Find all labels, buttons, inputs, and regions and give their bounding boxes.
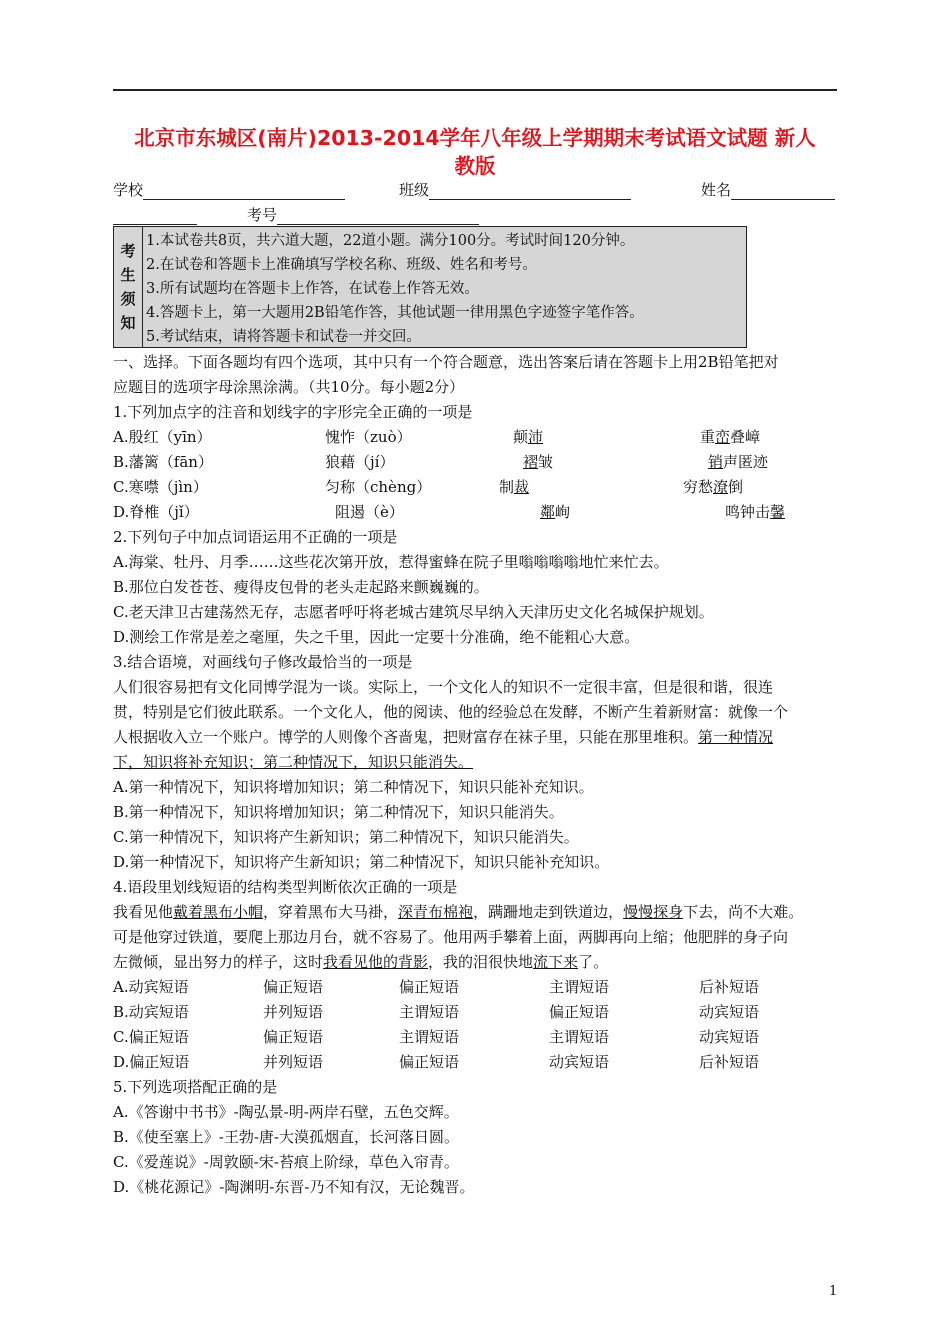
q3-option: C.第一种情况下，知识将产生新知识；第二种情况下，知识只能消失。 [113, 828, 579, 846]
q3-option: B.第一种情况下，知识将增加知识；第二种情况下，知识只能消失。 [113, 803, 564, 821]
q4-passage-line: 我看见他戴着黑布小帽，穿着黑布大马褂，深青布棉袍，蹒跚地走到铁道边，慢慢探身下去，尚不大难。 [113, 903, 804, 921]
candidate-notice-box [113, 226, 747, 348]
question-5-stem: 5.下列选项搭配正确的是 [113, 1078, 278, 1096]
q4-option-row: A.动宾短语 偏正短语 偏正短语 主谓短语 后补短语 [113, 978, 760, 996]
q2-option: A.海棠、牡丹、月季……这些花次第开放，惹得蜜蜂在院子里嗡嗡嗡嗡地忙来忙去。 [113, 553, 669, 571]
q5-option: A.《答谢中书书》-陶弘景-明-两岸石壁，五色交辉。 [113, 1103, 459, 1121]
q4-option-row: B.动宾短语 并列短语 主谓短语 偏正短语 动宾短语 [113, 1003, 760, 1021]
question-2-stem: 2.下列句子中加点词语运用不正确的一项是 [113, 528, 398, 546]
notice-heading: 考 生 须 知 [114, 227, 143, 347]
q1-option-row: D.脊椎（jǐ） 阻遏（è） 鄰峋 鸣钟击馨 [113, 503, 786, 521]
page-number: 1 [829, 1284, 838, 1299]
question-3-stem: 3.结合语境，对画线句子修改最恰当的一项是 [113, 653, 413, 671]
school-field: 学校 [113, 179, 345, 200]
question-1-stem: 1.下列加点字的注音和划线字的字形完全正确的一项是 [113, 403, 473, 421]
class-field: 班级 [399, 179, 631, 200]
class-blank[interactable] [429, 183, 631, 200]
q3-passage-line: 贯，特别是它们彼此联系。一个文化人，他的阅读、他的经验总在发酵，不断产生着新财富：就像一个 [113, 703, 789, 721]
q4-option-row: C.偏正短语 偏正短语 主谓短语 主谓短语 动宾短语 [113, 1028, 760, 1046]
q4-passage-line: 可是他穿过铁道，要爬上那边月台，就不容易了。他用两手攀着上面，两脚再向上缩；他肥胖的身子向 [113, 928, 789, 946]
notice-item: 3.所有试题均在答题卡上作答，在试卷上作答无效。 [146, 281, 479, 297]
notice-item: 5.考试结束，请将答题卡和试卷一并交回。 [146, 329, 421, 345]
notice-item: 4.答题卡上，第一大题用2B铅笔作答，其他试题一律用黑色字迹签字笔作答。 [146, 305, 644, 321]
q3-passage-line: 人们很容易把有文化同博学混为一谈。实际上，一个文化人的知识不一定很丰富，但是很和谐，很连 [113, 678, 774, 696]
q4-passage-line: 左微倾，显出努力的样子，这时我看见他的背影，我的泪很快地流下来了。 [113, 953, 609, 971]
q2-option: B.那位白发苍苍、瘦得皮包骨的老头走起路来颤巍巍的。 [113, 578, 489, 596]
q1-option-row: A.殷红（yīn） 愧怍（zuò） 颠沛 重峦叠嶂 [113, 428, 761, 446]
q3-option: A.第一种情况下，知识将增加知识；第二种情况下，知识只能补充知识。 [113, 778, 594, 796]
q3-option: D.第一种情况下，知识将产生新知识；第二种情况下，知识只能补充知识。 [113, 853, 610, 871]
name-blank-continued[interactable] [113, 208, 197, 225]
exam-no-field: 考号 [113, 204, 479, 225]
question-4-stem: 4.语段里划线短语的结构类型判断依次正确的一项是 [113, 878, 458, 896]
page-title [113, 124, 837, 180]
top-rule [113, 89, 837, 91]
title-line-1: 北京市东城区(南片)2013-2014学年八年级上学期期末考试语文试题 新人 [134, 126, 816, 150]
exam-no-blank[interactable] [277, 208, 479, 225]
notice-item: 1.本试卷共8页，共六道大题，22道小题。满分100分。考试时间120分钟。 [146, 233, 635, 249]
q2-option: D.测绘工作常是差之毫厘，失之千里，因此一定要十分准确，绝不能粗心大意。 [113, 628, 640, 646]
notice-item: 2.在试卷和答题卡上准确填写学校名称、班级、姓名和考号。 [146, 257, 537, 273]
section-intro: 一、选择。下面各题均有四个选项，其中只有一个符合题意，选出答案后请在答题卡上用2B铅笔把对 [113, 353, 779, 371]
q5-option: D.《桃花源记》-陶渊明-东晋-乃不知有汉，无论魏晋。 [113, 1178, 475, 1196]
school-blank[interactable] [143, 183, 345, 200]
section-intro: 应题目的选项字母涂黑涂满。（共10分。每小题2分） [113, 378, 465, 396]
question-body [113, 350, 845, 1200]
q5-option: B.《使至塞上》-王勃-唐-大漠孤烟直，长河落日圆。 [113, 1128, 459, 1146]
q1-option-row: C.寒噤（jìn） 匀称（chèng） 制裁 穷愁潦倒 [113, 478, 744, 496]
q3-passage-line: 下，知识将补充知识；第二种情况下，知识只能消失。 [113, 753, 474, 771]
q1-option-row: B.藩篱（fān） 狼藉（jí） 褶皱 销声匿迹 [113, 453, 769, 471]
q2-option: C.老天津卫古建荡然无存，志愿者呼吁将老城古建筑尽早纳入天津历史文化名城保护规划。 [113, 603, 714, 621]
q5-option: C.《爱莲说》-周敦颐-宋-苔痕上阶绿，草色入帘青。 [113, 1153, 459, 1171]
notice-items [146, 229, 742, 349]
q3-passage-line: 人根据收入立一个账户。博学的人则像个吝啬鬼，把财富存在袜子里，只能在那里堆积。第一种情况 [113, 728, 774, 746]
title-line-2: 教版 [454, 154, 496, 178]
name-field: 姓名 [701, 179, 835, 200]
q4-option-row: D.偏正短语 并列短语 偏正短语 动宾短语 后补短语 [113, 1053, 760, 1071]
name-blank[interactable] [731, 183, 835, 200]
